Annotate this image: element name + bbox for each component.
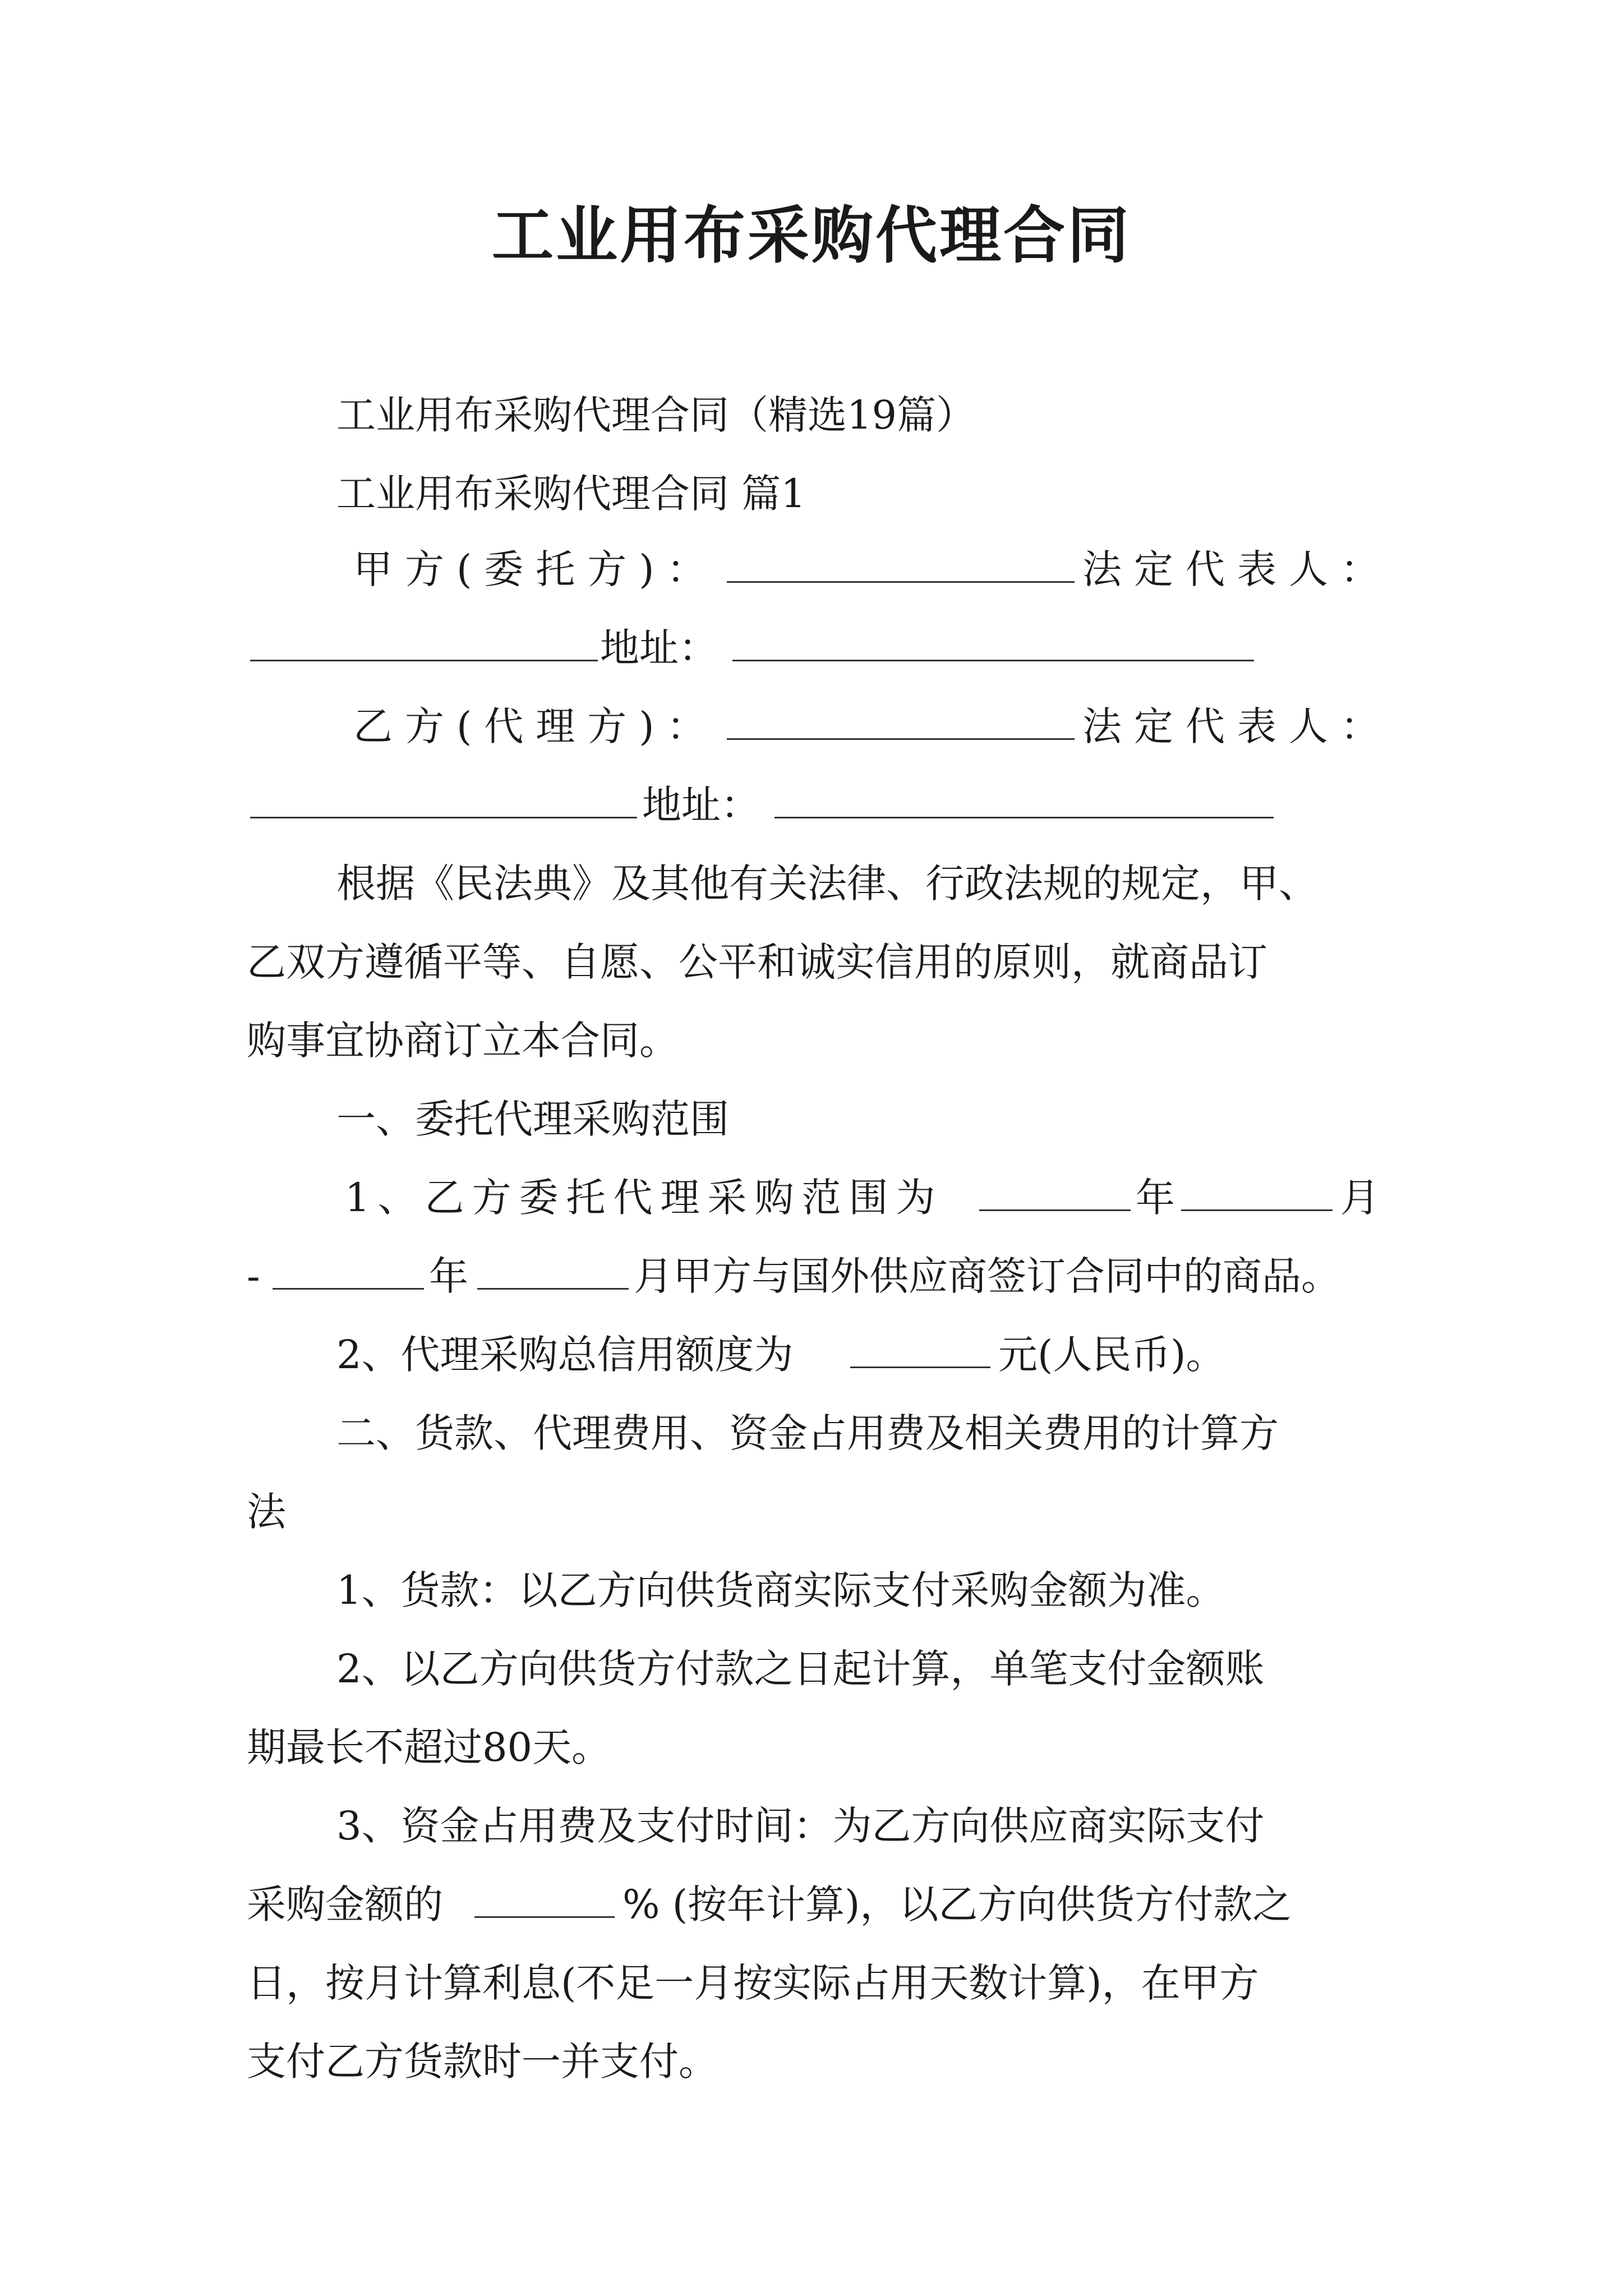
document-title: 工业用布采购代理合同 xyxy=(492,200,1131,272)
section-1-item-2-tail: 元(人民币)。 xyxy=(998,1332,1225,1378)
section-2-item-2-line-2: 期最长不超过80天。 xyxy=(247,1724,611,1770)
blank-line xyxy=(250,620,598,661)
section-1-item-1-blank-2 xyxy=(1178,1170,1336,1226)
section-2-item-3-line-2-tail: % (按年计算)，以乙方向供货方付款之 xyxy=(623,1881,1292,1927)
section-2-item-3-line-2-text: 采购金额的 xyxy=(247,1881,443,1927)
blank-line xyxy=(727,542,1075,583)
blank-line xyxy=(732,620,1254,661)
section-1-item-2-blank xyxy=(847,1327,994,1383)
party-b-label: 乙方(代理方)： xyxy=(353,703,718,749)
blank-line xyxy=(774,777,1274,818)
blank-line xyxy=(273,1249,424,1290)
subtitle: 工业用布采购代理合同（精选19篇） xyxy=(336,392,976,438)
party-b-rep-blank xyxy=(247,777,640,833)
section-heading: 工业用布采购代理合同 篇1 xyxy=(336,471,806,517)
party-a-rep-blank xyxy=(247,620,601,676)
party-a-address-label: 地址： xyxy=(600,625,718,671)
party-b-blank xyxy=(723,698,1078,754)
section-1-heading: 一、委托代理采购范围 xyxy=(336,1096,729,1142)
section-1-item-1-blank-3 xyxy=(269,1248,427,1304)
section-2-item-3-blank xyxy=(471,1876,618,1932)
blank-line xyxy=(979,1170,1131,1211)
party-a-legal-rep-label: 法定代表人： xyxy=(1082,546,1392,592)
section-1-item-1-year-2: 年 xyxy=(429,1253,468,1299)
section-1-item-1-month: 月 xyxy=(1340,1175,1380,1221)
blank-line xyxy=(850,1327,990,1368)
section-1-item-1-text: 1、乙方委托代理采购范围为 xyxy=(345,1175,943,1221)
section-1-item-1-tail: 月甲方与国外供应商签订合同中的商品。 xyxy=(634,1253,1340,1299)
blank-line xyxy=(250,777,637,818)
party-b-address-label: 地址： xyxy=(642,782,760,828)
blank-line xyxy=(727,699,1075,740)
party-a-blank xyxy=(723,541,1078,597)
section-2-item-2-line-1: 2、以乙方向供货方付款之日起计算，单笔支付金额账 xyxy=(336,1646,1265,1692)
blank-line xyxy=(474,1877,615,1918)
party-a-address-blank xyxy=(729,620,1257,676)
section-2-heading-line-1: 二、货款、代理费用、资金占用费及相关费用的计算方 xyxy=(336,1410,1279,1456)
section-2-item-3-line-1: 3、资金占用费及支付时间：为乙方向供应商实际支付 xyxy=(336,1803,1265,1849)
section-2-item-1: 1、货款：以乙方向供货商实际支付采购金额为准。 xyxy=(336,1567,1225,1613)
section-1-item-1-blank-1 xyxy=(976,1170,1134,1226)
section-2-item-3-line-3: 日，按月计算利息(不足一月按实际占用天数计算)，在甲方 xyxy=(247,1960,1259,2006)
party-a-label: 甲方(委托方)： xyxy=(353,546,718,592)
section-1-item-2-text: 2、代理采购总信用额度为 xyxy=(336,1332,794,1378)
intro-line-1: 根据《民法典》及其他有关法律、行政法规的规定，甲、 xyxy=(336,861,1318,907)
intro-line-2: 乙双方遵循平等、自愿、公平和诚实信用的原则，就商品订 xyxy=(247,939,1267,985)
party-b-address-blank xyxy=(771,777,1277,833)
blank-line xyxy=(477,1249,629,1290)
section-1-item-1-blank-4 xyxy=(474,1248,632,1304)
section-1-item-1-year: 年 xyxy=(1136,1175,1175,1221)
blank-line xyxy=(1181,1170,1332,1211)
party-b-legal-rep-label: 法定代表人： xyxy=(1082,703,1392,749)
intro-line-3: 购事宜协商订立本合同。 xyxy=(247,1018,679,1064)
section-2-item-3-line-4: 支付乙方货款时一并支付。 xyxy=(247,2039,718,2085)
section-1-item-1-dash: - xyxy=(247,1253,260,1299)
section-2-heading-line-2: 法 xyxy=(247,1489,286,1535)
